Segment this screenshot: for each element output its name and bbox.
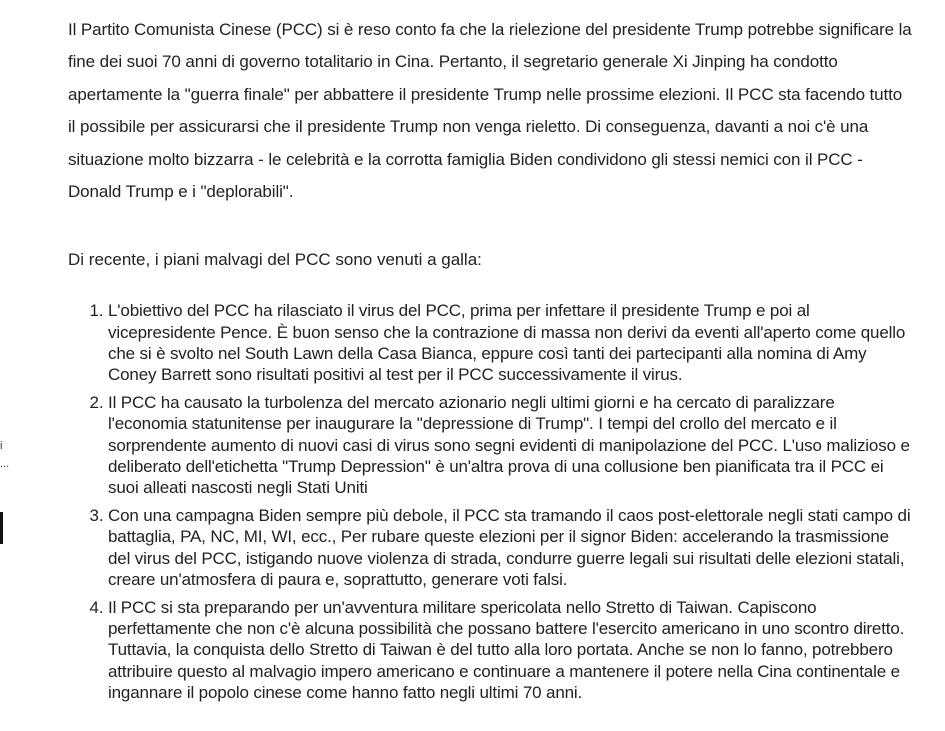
sidebar-fragment-ellipsis: ... [0, 458, 10, 470]
sidebar-edge-bar [0, 512, 3, 544]
article-body [68, 14, 913, 710]
list-item: 3. Con una campagna Biden sempre più debole, il PCC sta tramando il caos post-elettorale negli stati campo di battaglia, PA, NC, MI, WI, ecc., Per rubare queste elezioni per il signor Biden: accelerando la trasmissione del virus del PCC, istigando nuove violenza di strada, condurre guerre legali sui risultati delle elezioni statali, creare un'atmosfera di paura e, soprattutto, generare voti falsi. [108, 505, 913, 590]
numbered-list [68, 300, 913, 703]
list-item: 4. Il PCC si sta preparando per un'avventura militare spericolata nello Stretto di Taiwan. Capiscono perfettamente che non c'è alcuna possibilità che possano battere l'esercito americano in uno scontro diretto. Tuttavia, la conquista dello Stretto di Taiwan è del tutto alla loro portata. Anche se non lo fanno, potrebbero attribuire questo al malvagio impero americano e continuare a mantenere il potere nella Cina continentale e ingannare il popolo cinese come hanno fatto negli ultimi 70 anni. [108, 597, 913, 703]
list-item: 1. L'obiettivo del PCC ha rilasciato il virus del PCC, prima per infettare il presidente Trump e poi al vicepresidente Pence. È buon senso che la contrazione di massa non derivi da eventi all'aperto come quello che si è svolto nel South Lawn della Casa Bianca, eppure così tanti dei partecipanti alla nomina di Amy Coney Barrett sono risultati positivi al test per il PCC successivamente il virus. [108, 300, 913, 385]
intro-paragraph: Il Partito Comunista Cinese (PCC) si è reso conto fa che la rielezione del presidente Trump potrebbe significare la fine dei suoi 70 anni di governo totalitario in Cina. Pertanto, il segretario generale Xi Jinping ha condotto apertamente la "guerra finale" per abbattere il presidente Trump nelle prossime elezioni. Il PCC sta facendo tutto il possibile per assicurarsi che il presidente Trump non venga rieletto. Di conseguenza, davanti a noi c'è una situazione molto bizzarra - le celebrità e la corrotta famiglia Biden condividono gli stessi nemici con il PCC - Donald Trump e i "deplorabili". [68, 20, 912, 202]
list-item: 2. Il PCC ha causato la turbolenza del mercato azionario negli ultimi giorni e ha cercato di paralizzare l'economia statunitense per inaugurare la "depressione di Trump". I tempi del crollo del mercato e il sorprendente aumento di nuovi casi di virus sono segni evidenti di manipolazione del PCC. L'uso malizioso e deliberato dell'etichetta "Trump Depression" è un'altra prova di una collusione ben pianificata tra il PCC ei suoi alleati nascosti negli Stati Uniti [108, 392, 913, 498]
lead-paragraph: Di recente, i piani malvagi del PCC sono venuti a galla: [68, 250, 482, 270]
sidebar-fragment-text: i [0, 440, 3, 452]
